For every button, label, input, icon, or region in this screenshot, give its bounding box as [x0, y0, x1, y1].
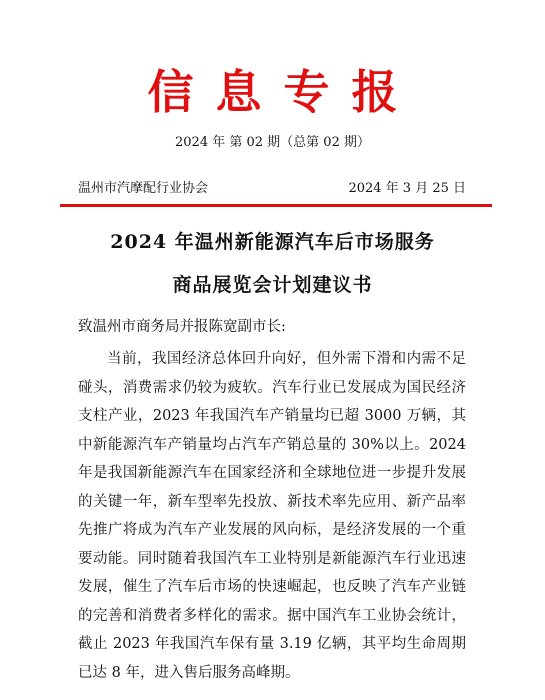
masthead-title: 信息专报 [147, 65, 420, 119]
red-divider [60, 204, 492, 207]
publish-date: 2024 年 3 月 25 日 [348, 181, 466, 196]
header-info-line [78, 180, 466, 198]
document-title-line1: 2024 年温州新能源汽车后市场服务 [110, 231, 435, 253]
issue-number: 2024 年 第 02 期（总第 02 期） [175, 135, 370, 150]
organization-name: 温州市汽摩配行业协会 [78, 181, 209, 196]
document-title-line2: 商品展览会计划建议书 [172, 274, 373, 296]
body-paragraph: 当前，我国经济总体回升向好，但外需下滑和内需不足碰头，消费需求仍较为疲软。汽车行业已发展成为国民经济支柱产业，2023 年我国汽车产销量均已超 3000 万辆，其中新能源汽车产销量均占汽车产销总量的 30%以上。2024 年是我国新能源汽车在国家经济和全球地位进一步提升发展的关键一年，新车型率先投放、新技术率先应用、新产品率先推广将成为汽车产业发展的风向标，是经济发展的一个重要动能。同时随着我国汽车工业特别是新能源汽车行业迅速发展，催生了汽车后市场的快速崛起，也反映了汽车产业链的完善和消费者多样化的需求。据中国汽车工业协会统计，截止 2023 年我国汽车保有量 3.19 亿辆，其平均生命周期已达 8 年，进入售后服务高峰期。 [78, 351, 466, 681]
salutation: 致温州市商务局并报陈宽副市长: [78, 319, 286, 335]
